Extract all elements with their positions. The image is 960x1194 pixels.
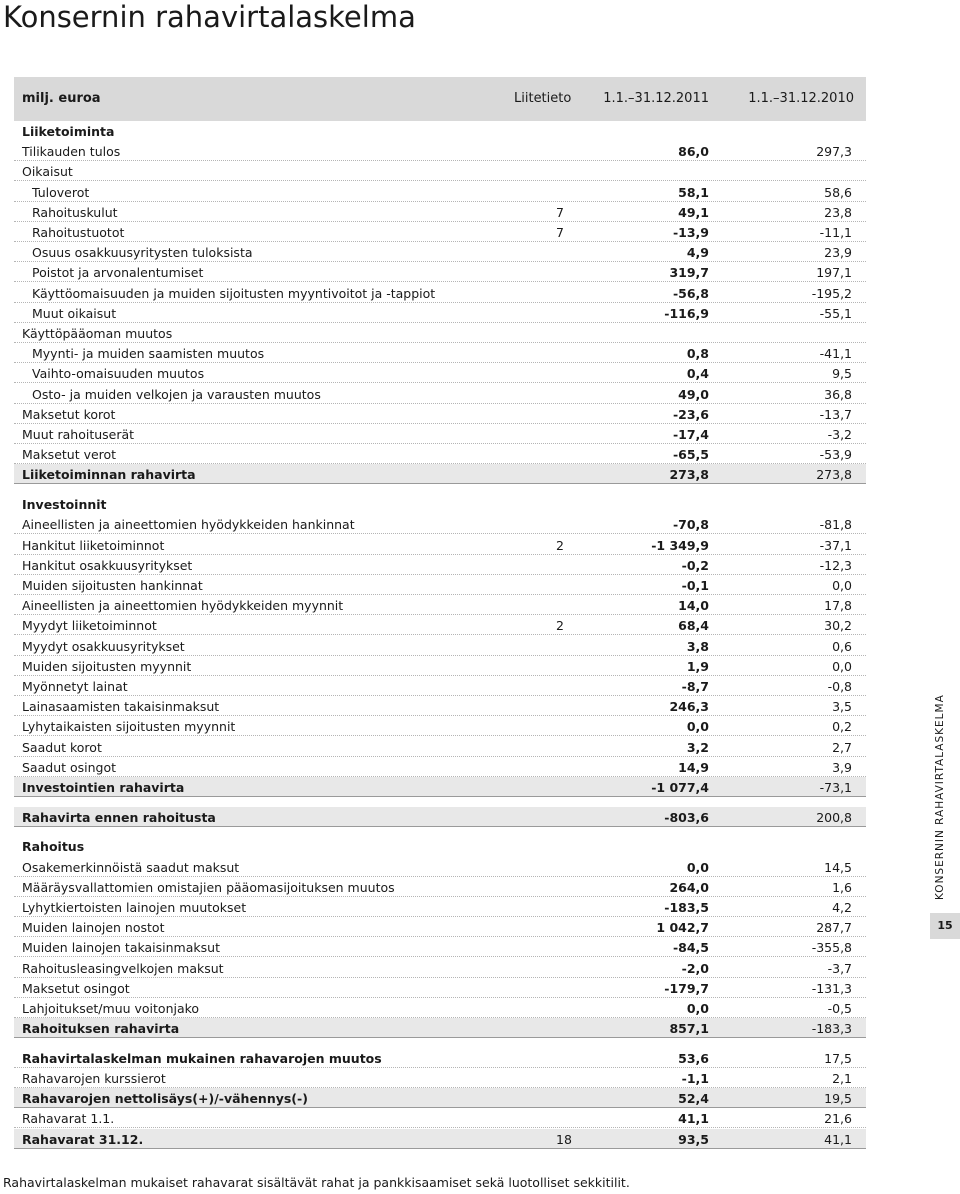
- row-label: Myydyt liiketoiminnot: [22, 618, 157, 634]
- value-2011: -1 349,9: [651, 537, 709, 553]
- table-row: [14, 1129, 866, 1149]
- row-label: Osto- ja muiden velkojen ja varausten muutos: [32, 386, 321, 402]
- value-2011: -1 077,4: [651, 779, 709, 795]
- row-label: Vaihto-omaisuuden muutos: [32, 366, 205, 382]
- value-2011: -183,5: [664, 899, 709, 915]
- row-label: Käyttöomaisuuden ja muiden sijoitusten myyntivoitot ja -tappiot: [32, 285, 436, 301]
- table-row: [14, 1088, 866, 1108]
- value-2011: 273,8: [669, 467, 709, 483]
- value-2011: 49,0: [678, 386, 709, 402]
- row-label: Muiden lainojen nostot: [22, 920, 165, 936]
- value-2011: -0,1: [681, 577, 709, 593]
- year-2010-header: 1.1.–31.12.2010: [748, 91, 854, 106]
- row-label: Lahjoitukset/muu voitonjako: [22, 1000, 200, 1016]
- value-2010: 197,1: [816, 265, 852, 281]
- value-2011: 14,9: [678, 759, 709, 775]
- value-2010: 0,6: [832, 638, 852, 654]
- value-2010: 1,6: [832, 879, 852, 895]
- value-2011: 93,5: [678, 1131, 709, 1147]
- value-2010: -55,1: [819, 305, 852, 321]
- value-2010: 273,8: [816, 467, 852, 483]
- value-2010: 297,3: [816, 144, 852, 160]
- row-label: Investoinnit: [22, 497, 107, 513]
- value-2010: 19,5: [824, 1091, 852, 1107]
- row-note: 18: [556, 1131, 572, 1147]
- year-2011-header: 1.1.–31.12.2011: [603, 91, 709, 106]
- row-label: Rahoitus: [22, 839, 85, 855]
- table-row: [14, 777, 866, 797]
- row-label: Aineellisten ja aineettomien hyödykkeiden myynnit: [22, 598, 344, 614]
- table-row: [14, 676, 866, 696]
- table-row: [14, 323, 866, 343]
- row-label: Hankitut osakkuusyritykset: [22, 557, 193, 573]
- page-number: 15: [930, 913, 960, 939]
- value-2011: 53,6: [678, 1050, 709, 1066]
- row-label: Aineellisten ja aineettomien hyödykkeiden hankinnat: [22, 517, 355, 533]
- row-label: Myynti- ja muiden saamisten muutos: [32, 346, 265, 362]
- value-2011: 0,4: [686, 366, 709, 382]
- row-label: Maksetut osingot: [22, 980, 130, 996]
- row-label: Lyhytaikaisten sijoitusten myynnit: [22, 719, 236, 735]
- table-row: [14, 595, 866, 615]
- table-row: [14, 514, 866, 534]
- row-note: 7: [556, 225, 564, 240]
- value-2010: -3,7: [827, 960, 852, 976]
- row-note: 2: [556, 618, 564, 634]
- row-label: Liiketoiminta: [22, 124, 115, 139]
- row-label: Määräysvallattomien omistajien pääomasijoituksen muutos: [22, 879, 395, 895]
- value-2010: -0,8: [827, 678, 852, 694]
- table-row: [14, 1018, 866, 1038]
- value-2011: 0,8: [686, 346, 709, 362]
- value-2010: 14,5: [824, 859, 852, 875]
- row-note: 2: [556, 537, 564, 553]
- value-2011: 264,0: [669, 879, 709, 895]
- value-2010: 41,1: [824, 1131, 852, 1147]
- row-label: Lainasaamisten takaisinmaksut: [22, 699, 220, 715]
- value-2010: -131,3: [811, 980, 852, 996]
- row-label: Rahavarojen nettolisäys(+)/-vähennys(-): [22, 1091, 308, 1107]
- row-label: Rahavarojen kurssierot: [22, 1071, 166, 1086]
- value-2010: -195,2: [811, 285, 852, 301]
- value-2010: -11,1: [819, 225, 852, 240]
- value-2011: 3,8: [686, 638, 709, 654]
- table-row: [14, 494, 866, 514]
- value-2011: -70,8: [672, 517, 709, 533]
- row-label: Hankitut liiketoiminnot: [22, 537, 165, 553]
- value-2011: -65,5: [672, 447, 709, 463]
- value-2011: 1,9: [686, 658, 709, 674]
- value-2011: 49,1: [678, 204, 709, 220]
- value-2011: 41,1: [678, 1111, 709, 1127]
- table-row: [14, 937, 866, 957]
- row-label: Muiden sijoitusten myynnit: [22, 658, 192, 674]
- footnote: Rahavirtalaskelman mukaiset rahavarat sisältävät rahat ja pankkisaamiset sekä luotolliset sekkitilit.: [3, 1175, 630, 1190]
- value-2011: 246,3: [669, 699, 709, 715]
- table-row: [14, 1048, 866, 1068]
- row-label: Osakemerkinnöistä saadut maksut: [22, 859, 240, 875]
- row-label: Myydyt osakkuusyritykset: [22, 638, 185, 654]
- value-2011: -84,5: [672, 940, 709, 956]
- row-label: Maksetut korot: [22, 406, 116, 422]
- side-label: KONSERNIN RAHAVIRTALASKELMA: [934, 694, 946, 900]
- table-row: [14, 262, 866, 282]
- table-row: [14, 182, 866, 202]
- value-2010: 30,2: [824, 618, 852, 634]
- row-label: Tilikauden tulos: [22, 144, 121, 160]
- table-row: [14, 343, 866, 363]
- value-2010: -13,7: [819, 406, 852, 422]
- value-2010: -81,8: [819, 517, 852, 533]
- table-row: [14, 877, 866, 897]
- value-2011: 86,0: [678, 144, 709, 160]
- row-label: Liiketoiminnan rahavirta: [22, 467, 196, 483]
- table-row: [14, 161, 866, 181]
- value-2011: 4,9: [686, 245, 709, 261]
- value-2011: 0,0: [686, 1000, 709, 1016]
- row-label: Maksetut verot: [22, 447, 117, 463]
- row-label: Rahoitustuotot: [32, 225, 125, 240]
- value-2010: 200,8: [816, 809, 852, 825]
- value-2010: 58,6: [824, 184, 852, 200]
- value-2010: 21,6: [824, 1111, 852, 1127]
- value-2010: -355,8: [811, 940, 852, 956]
- row-label: Myönnetyt lainat: [22, 678, 128, 694]
- value-2011: -116,9: [664, 305, 709, 321]
- table-row: [14, 978, 866, 998]
- value-2010: 3,5: [832, 699, 852, 715]
- row-label: Oikaisut: [22, 164, 73, 180]
- unit-label: milj. euroa: [22, 91, 101, 106]
- value-2010: 2,7: [832, 739, 852, 755]
- table-row: [14, 242, 866, 262]
- value-2010: 2,1: [832, 1071, 852, 1086]
- row-label: Rahoituskulut: [32, 204, 118, 220]
- table-row: [14, 857, 866, 877]
- value-2011: 0,0: [686, 719, 709, 735]
- row-label: Rahavirta ennen rahoitusta: [22, 809, 216, 825]
- value-2011: 0,0: [686, 859, 709, 875]
- value-2010: 23,8: [824, 204, 852, 220]
- value-2010: 17,8: [824, 598, 852, 614]
- side-tab: [930, 694, 960, 900]
- value-2010: -12,3: [819, 557, 852, 573]
- table-row: [14, 958, 866, 978]
- value-2010: 36,8: [824, 386, 852, 402]
- table-row: [14, 716, 866, 736]
- row-label: Käyttöpääoman muutos: [22, 326, 173, 341]
- row-label: Osuus osakkuusyritysten tuloksista: [32, 245, 253, 261]
- row-label: Saadut korot: [22, 739, 102, 755]
- row-label: Saadut osingot: [22, 759, 117, 775]
- table-row: [14, 303, 866, 323]
- table-header: [14, 77, 866, 121]
- page-title: Konsernin rahavirtalaskelma: [3, 0, 416, 34]
- value-2010: -3,2: [827, 427, 852, 442]
- table-row: [14, 464, 866, 484]
- value-2010: 0,0: [832, 658, 852, 674]
- value-2011: 58,1: [678, 184, 709, 200]
- value-2010: -53,9: [819, 447, 852, 463]
- value-2010: -0,5: [827, 1000, 852, 1016]
- value-2010: 0,0: [832, 577, 852, 593]
- value-2010: 23,9: [824, 245, 852, 261]
- note-column-header: Liitetieto: [514, 91, 572, 106]
- table-row: [14, 555, 866, 575]
- value-2010: -73,1: [819, 779, 852, 795]
- value-2011: -8,7: [681, 678, 709, 694]
- value-2010: 0,2: [832, 719, 852, 735]
- value-2011: -13,9: [672, 225, 709, 240]
- table-row: [14, 222, 866, 242]
- value-2011: 3,2: [686, 739, 709, 755]
- value-2011: 52,4: [678, 1091, 709, 1107]
- table-row: [14, 575, 866, 595]
- table-row: [14, 424, 866, 444]
- table-row: [14, 404, 866, 424]
- table-row: [14, 615, 866, 635]
- value-2010: 9,5: [832, 366, 852, 382]
- value-2010: -37,1: [819, 537, 852, 553]
- value-2010: 4,2: [832, 899, 852, 915]
- table-row: [14, 121, 866, 141]
- table-row: [14, 202, 866, 222]
- row-label: Investointien rahavirta: [22, 779, 185, 795]
- table-row: [14, 141, 866, 161]
- row-label: Muiden sijoitusten hankinnat: [22, 577, 203, 593]
- row-label: Lyhytkiertoisten lainojen muutokset: [22, 899, 247, 915]
- table-row: [14, 737, 866, 757]
- table-row: [14, 384, 866, 404]
- table-row: [14, 836, 866, 856]
- value-2011: 68,4: [678, 618, 709, 634]
- value-2010: 3,9: [832, 759, 852, 775]
- table-row: [14, 917, 866, 937]
- value-2011: -23,6: [672, 406, 709, 422]
- row-note: 7: [556, 204, 564, 220]
- row-label: Poistot ja arvonalentumiset: [32, 265, 204, 281]
- value-2011: -803,6: [664, 809, 709, 825]
- value-2011: 857,1: [669, 1021, 709, 1037]
- table-row: [14, 535, 866, 555]
- value-2011: 1 042,7: [656, 920, 709, 936]
- value-2011: 14,0: [678, 598, 709, 614]
- value-2010: -183,3: [811, 1021, 852, 1037]
- row-label: Rahoituksen rahavirta: [22, 1021, 180, 1037]
- value-2011: -56,8: [672, 285, 709, 301]
- row-label: Rahavarat 31.12.: [22, 1131, 144, 1147]
- value-2011: -179,7: [664, 980, 709, 996]
- table-row: [14, 696, 866, 716]
- table-row: [14, 998, 866, 1018]
- value-2010: -41,1: [819, 346, 852, 362]
- value-2011: -1,1: [681, 1071, 709, 1086]
- table-row: [14, 656, 866, 676]
- value-2011: 319,7: [669, 265, 709, 281]
- value-2010: 287,7: [816, 920, 852, 936]
- row-label: Rahavirtalaskelman mukainen rahavarojen muutos: [22, 1050, 382, 1066]
- row-label: Muut oikaisut: [32, 305, 117, 321]
- table-row: [14, 283, 866, 303]
- value-2010: 17,5: [824, 1050, 852, 1066]
- row-label: Muut rahoituserät: [22, 427, 135, 442]
- table-row: [14, 1108, 866, 1128]
- row-label: Rahavarat 1.1.: [22, 1111, 115, 1127]
- table-row: [14, 636, 866, 656]
- table-row: [14, 363, 866, 383]
- row-label: Tuloverot: [32, 184, 90, 200]
- table-row: [14, 757, 866, 777]
- row-label: Muiden lainojen takaisinmaksut: [22, 940, 220, 956]
- table-row: [14, 897, 866, 917]
- table-row: [14, 1068, 866, 1088]
- row-label: Rahoitusleasingvelkojen maksut: [22, 960, 224, 976]
- value-2011: -0,2: [681, 557, 709, 573]
- value-2011: -17,4: [672, 427, 709, 442]
- table-row: [14, 807, 866, 827]
- value-2011: -2,0: [681, 960, 709, 976]
- table-row: [14, 444, 866, 464]
